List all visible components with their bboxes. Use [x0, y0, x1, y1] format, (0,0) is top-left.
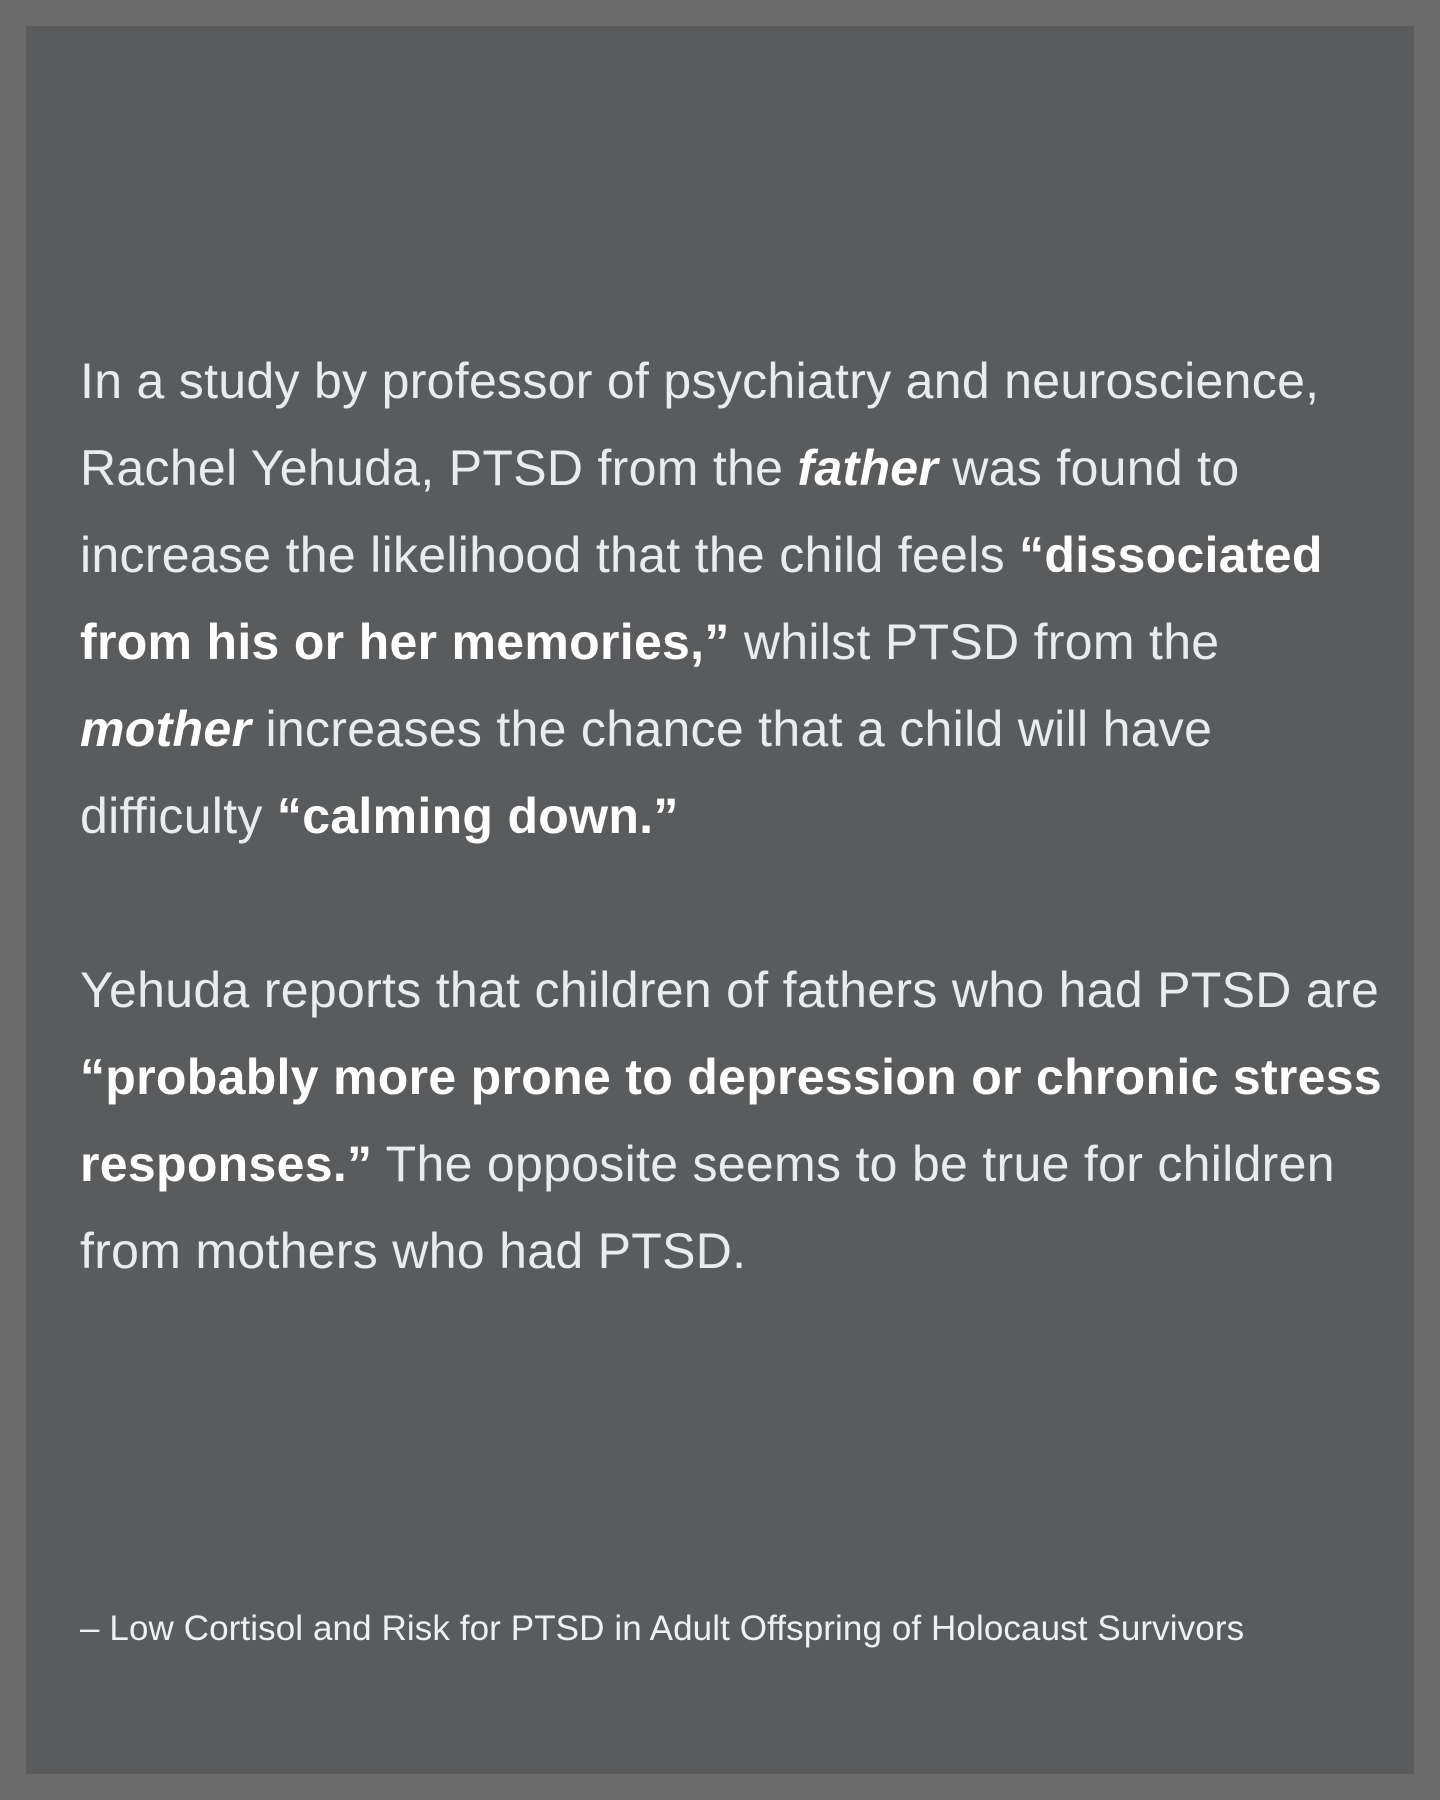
quote-depression: “probably more prone to depression or chronic stress responses.” [80, 1049, 1383, 1192]
paragraph-1-text-d: increases the chance that a child will have difficulty [80, 701, 1213, 844]
paragraph-1 [80, 338, 1390, 860]
emphasis-father: father [797, 440, 939, 496]
paragraph-2 [80, 947, 1390, 1295]
quote-card [26, 26, 1414, 1774]
quote-body [80, 338, 1390, 1295]
paragraph-2-text-a: Yehuda reports that children of fathers who had PTSD are [80, 962, 1380, 1018]
quote-dissociated: “dissociated from his or her memories,” [80, 527, 1323, 670]
emphasis-mother: mother [80, 701, 252, 757]
paragraph-1-text-a: In a study by professor of psychiatry and neuroscience, Rachel Yehuda, PTSD from the [80, 353, 1320, 496]
paragraph-1-text-c: whilst PTSD from the [729, 614, 1220, 670]
paragraph-1-text-b: was found to increase the likelihood that the child feels [80, 440, 1240, 583]
quote-calming-down: “calming down.” [276, 788, 679, 844]
paragraph-2-text-b: The opposite seems to be true for children from mothers who had PTSD. [80, 1136, 1335, 1279]
citation: – Low Cortisol and Risk for PTSD in Adult Offspring of Holocaust Survivors [80, 1609, 1245, 1648]
